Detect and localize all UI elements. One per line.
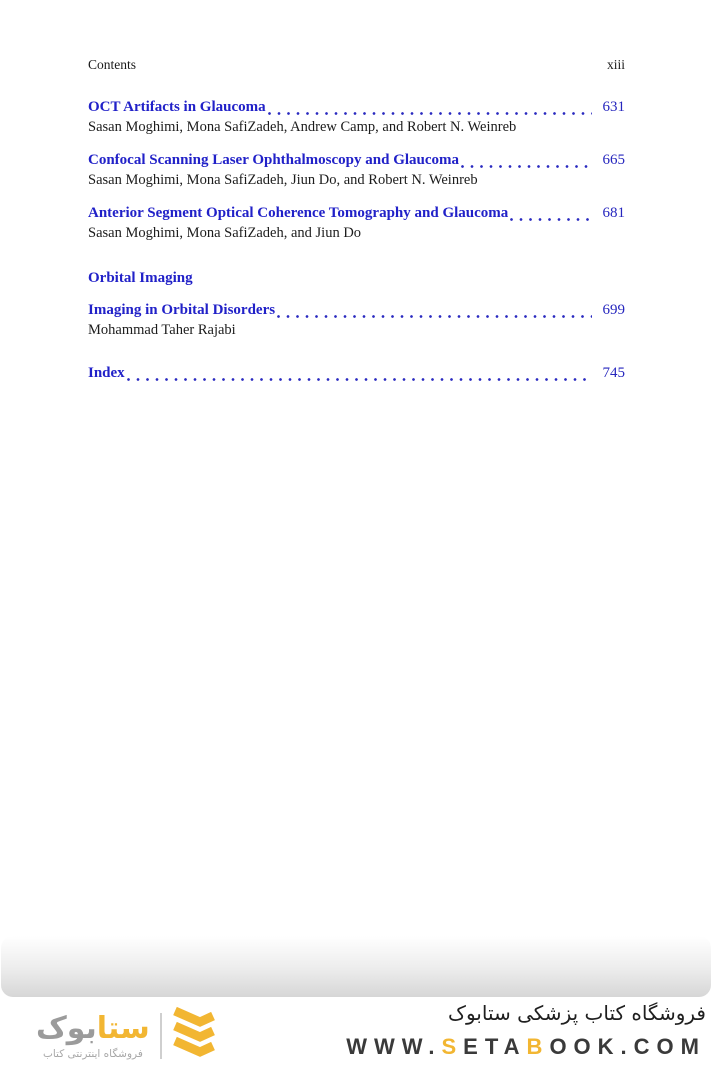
footer-store-info [346,998,706,1062]
logo-tagline: فروشگاه اینترنتی کتاب [42,1047,143,1060]
toc-title-row [88,98,625,117]
toc-entry [88,301,625,340]
toc-entry-page: 745 [602,365,625,381]
toc-entry-title: Anterior Segment Optical Coherence Tomography and Glaucoma [88,205,509,221]
setabook-wordmark [36,1012,150,1045]
wordmark-secondary: بوک [36,1010,97,1046]
toc-entry-page: 681 [602,205,625,221]
toc-title-row [88,301,625,320]
toc-entry-page: 699 [602,302,625,318]
url-segment: WWW. [346,1034,442,1059]
setabook-wordmark-block [36,1012,150,1060]
toc-entry-authors: Mohammad Taher Rajabi [88,322,236,338]
url-segment-highlight: B [526,1034,550,1059]
toc-entry-title: Index [88,365,125,381]
logo-divider [160,1013,162,1059]
toc-entry [88,98,625,137]
dotted-leader [268,110,592,115]
toc-title-row [88,204,625,223]
folio-page-number: xiii [606,57,625,72]
dotted-leader [127,376,592,381]
dotted-leader [461,163,592,168]
toc-entry-page: 665 [602,152,625,168]
toc-entry-authors: Sasan Moghimi, Mona SafiZadeh, Jiun Do, and Robert N. Weinreb [88,172,478,188]
watermark-footer [0,998,712,1079]
setabook-chevrons-icon [172,1006,216,1065]
toc-entry-title: OCT Artifacts in Glaucoma [88,99,266,115]
toc-title-row [88,151,625,170]
toc-entry-title: Imaging in Orbital Disorders [88,302,276,318]
toc-entry-authors: Sasan Moghimi, Mona SafiZadeh, and Jiun Do [88,225,362,241]
dotted-leader [510,216,592,221]
toc-content [88,57,625,397]
page-edge-shadow [1,936,711,997]
toc-entry-page: 631 [602,99,625,115]
toc-entry-authors: Sasan Moghimi, Mona SafiZadeh, Andrew Camp, and Robert N. Weinreb [88,119,517,135]
url-segment: ETA [463,1034,527,1059]
running-header-row [88,57,625,73]
url-segment-highlight: S [441,1034,464,1059]
toc-section-heading: Orbital Imaging [88,270,193,286]
website-url [346,1032,706,1062]
url-segment: OOK.COM [549,1034,706,1059]
wordmark-primary: ستا [96,1010,150,1046]
running-header: Contents [88,57,137,72]
setabook-logo [36,1006,216,1065]
toc-entry [88,204,625,243]
dotted-leader [277,313,592,318]
store-title: فروشگاه کتاب پزشکی ستابوک [448,1001,706,1025]
toc-entry [88,151,625,190]
toc-title-row [88,364,625,383]
toc-index-entry [88,364,625,383]
toc-entry-title: Confocal Scanning Laser Ophthalmoscopy and Glaucoma [88,152,460,168]
